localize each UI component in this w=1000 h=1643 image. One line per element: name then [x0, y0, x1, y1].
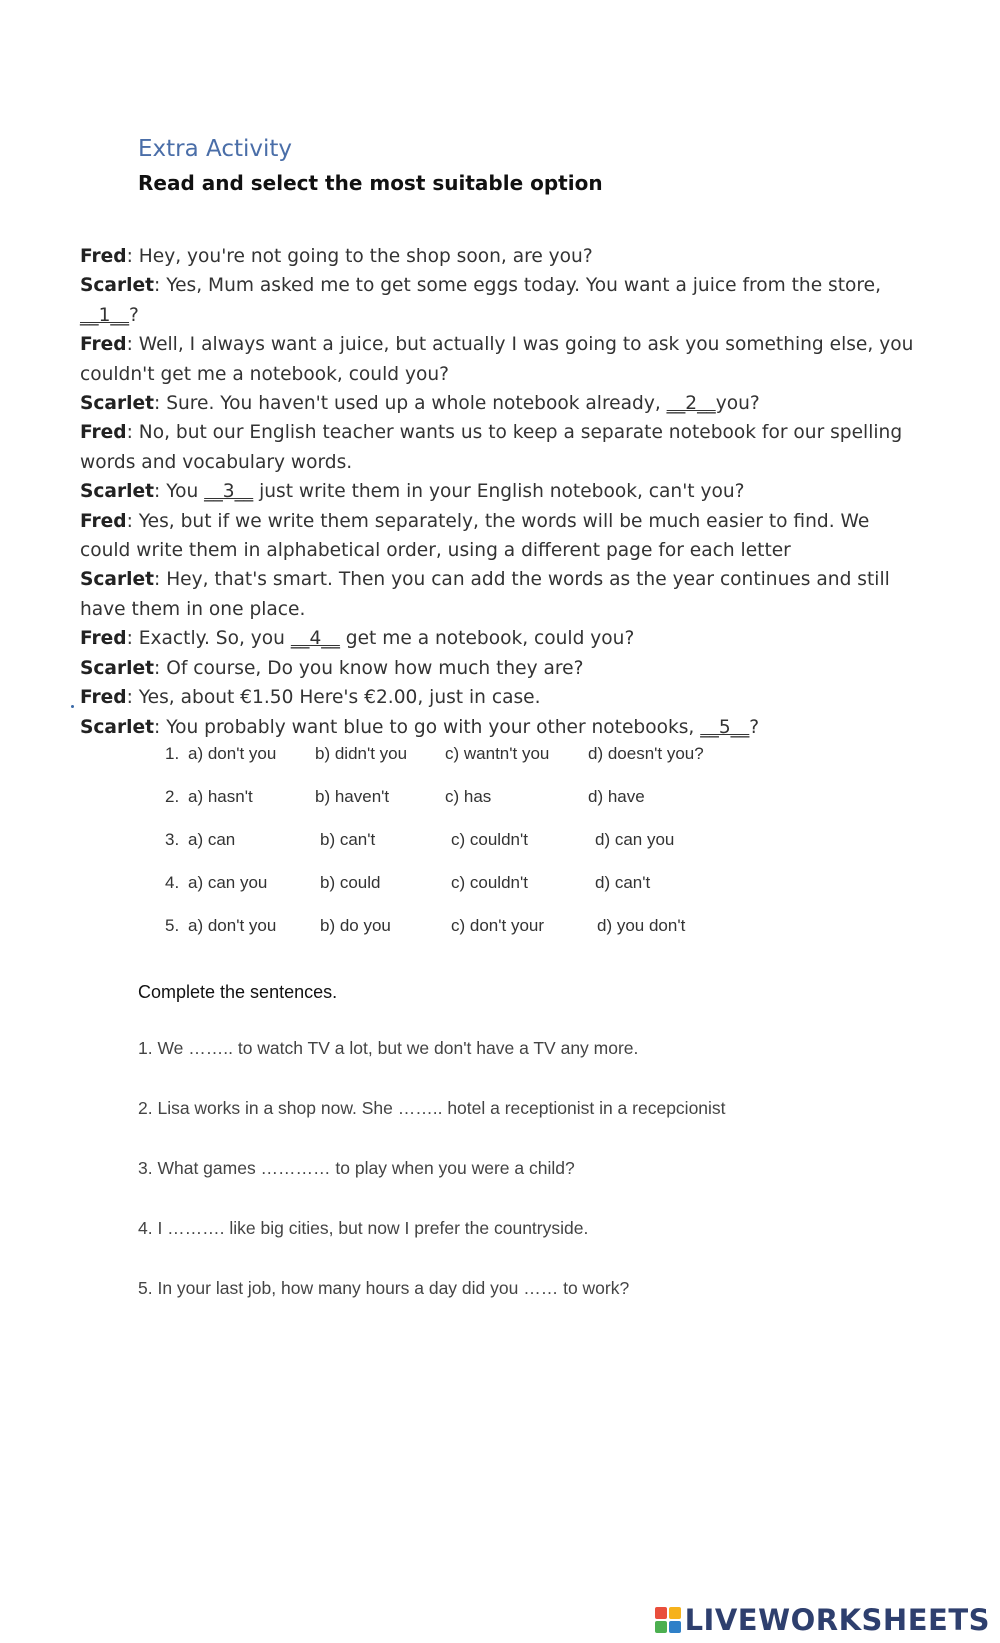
option-letter: d): [595, 830, 615, 849]
stray-dot: [71, 705, 74, 708]
question-number: 5.: [165, 916, 180, 935]
dialogue-text: get me a notebook, could you?: [339, 628, 635, 650]
option-letter: b): [315, 744, 335, 763]
option-letter: c): [451, 873, 470, 892]
dialogue-line: [80, 271, 920, 330]
dialogue-line: [80, 654, 920, 683]
option-text: couldn't: [469, 873, 528, 892]
logo-square: [669, 1621, 681, 1633]
option-letter: d): [588, 744, 608, 763]
option-letter: a): [188, 916, 208, 935]
option-text: don't you: [207, 744, 277, 763]
option-letter: a): [188, 830, 208, 849]
option-letter: c): [451, 916, 470, 935]
option-a[interactable]: [188, 873, 267, 893]
dialogue-line: [80, 389, 920, 418]
dialogue-text: you?: [715, 393, 760, 415]
option-text: can you: [207, 873, 268, 892]
dialogue-text: : Yes, about €1.50 Here's €2.00, just in case.: [126, 687, 541, 709]
logo-square: [655, 1607, 667, 1619]
gap-blank[interactable]: __4__: [290, 628, 340, 650]
option-d[interactable]: [595, 830, 674, 850]
option-text: haven't: [334, 787, 390, 806]
gap-blank[interactable]: __2__: [666, 393, 716, 415]
option-b[interactable]: [320, 830, 375, 850]
option-letter: a): [188, 873, 208, 892]
speaker-name: Scarlet: [80, 481, 155, 503]
dialogue-text: : No, but our English teacher wants us to keep a separate notebook for our spelling words and vocabulary words.: [80, 422, 903, 473]
option-a[interactable]: [188, 787, 253, 807]
option-text: hasn't: [207, 787, 253, 806]
sentence-item: 5. In your last job, how many hours a day did you …… to work?: [138, 1278, 630, 1298]
dialogue-text: ?: [749, 716, 760, 738]
dialogue-text: : Exactly. So, you: [126, 628, 291, 650]
question-number: 2.: [165, 787, 180, 806]
option-letter: a): [188, 787, 208, 806]
dialogue-line: [80, 624, 920, 653]
option-d[interactable]: [588, 744, 704, 764]
question-number: 1.: [165, 744, 180, 763]
question-number: 3.: [165, 830, 180, 849]
option-c[interactable]: [445, 744, 549, 764]
option-a[interactable]: [188, 744, 276, 764]
sentence-list: [138, 1038, 726, 1338]
option-letter: c): [445, 787, 464, 806]
logo-text: LIVEWORKSHEETS: [684, 1603, 990, 1637]
liveworksheets-logo: [655, 1603, 990, 1637]
dialogue-text: : Well, I always want a juice, but actually I was going to ask you something else, you couldn't get me a notebook, could you?: [80, 334, 914, 385]
option-b[interactable]: [315, 787, 389, 807]
speaker-name: Scarlet: [80, 569, 155, 591]
speaker-name: Fred: [80, 510, 127, 532]
option-a[interactable]: [188, 916, 276, 936]
option-text: have: [607, 787, 645, 806]
dialogue-text: : Hey, you're not going to the shop soon, are you?: [126, 246, 593, 267]
sentence-item: 3. What games ………… to play when you were a child?: [138, 1158, 575, 1178]
dialogue-line: [80, 683, 920, 712]
dialogue-text: : You: [154, 481, 205, 503]
option-letter: c): [445, 744, 464, 763]
option-c[interactable]: [451, 873, 528, 893]
dialogue-text: just write them in your English notebook, can't you?: [253, 481, 745, 503]
option-text: can you: [614, 830, 675, 849]
option-text: don't you: [207, 916, 277, 935]
option-text: wantn't you: [463, 744, 550, 763]
option-d[interactable]: [595, 873, 650, 893]
option-letter: a): [188, 744, 208, 763]
dialogue-line: [80, 418, 920, 477]
option-text: can't: [339, 830, 376, 849]
option-b[interactable]: [315, 744, 407, 764]
sentence-item: 2. Lisa works in a shop now. She …….. hotel a receptionist in a recepcionist: [138, 1098, 726, 1118]
logo-square: [669, 1607, 681, 1619]
dialogue-line: [80, 507, 920, 566]
option-b[interactable]: [320, 916, 391, 936]
dialogue-line: [80, 242, 920, 271]
option-text: can't: [614, 873, 651, 892]
option-letter: d): [588, 787, 608, 806]
speaker-name: Fred: [80, 422, 127, 444]
option-text: has: [463, 787, 492, 806]
dialogue-line: [80, 565, 920, 624]
dialogue-text: : Yes, Mum asked me to get some eggs today. You want a juice from the store,: [154, 275, 881, 297]
option-a[interactable]: [188, 830, 235, 850]
option-text: didn't you: [334, 744, 408, 763]
dialogue-text: : Hey, that's smart. Then you can add the words as the year continues and still have them in one place.: [80, 569, 890, 620]
dialogue-line: [80, 713, 920, 742]
dialogue-line: [80, 330, 920, 389]
dialogue-text: ?: [129, 304, 139, 326]
option-letter: d): [597, 916, 617, 935]
option-c[interactable]: [451, 830, 528, 850]
dialogue-text: : Sure. You haven't used up a whole notebook already,: [154, 393, 667, 415]
logo-square: [655, 1621, 667, 1633]
option-letter: c): [451, 830, 470, 849]
option-text: you don't: [616, 916, 686, 935]
gap-blank[interactable]: __1__: [80, 304, 130, 326]
option-letter: b): [320, 830, 340, 849]
dialogue-text: : Yes, but if we write them separately, the words will be much easier to find. We could write them in alphabetical order, using a different page for each letter: [80, 510, 870, 562]
sentence-item: 4. I ………. like big cities, but now I prefer the countryside.: [138, 1218, 589, 1238]
speaker-name: Scarlet: [80, 275, 155, 297]
option-c[interactable]: [451, 916, 544, 936]
worksheet-title: Extra Activity: [138, 136, 293, 162]
dialogue-block: [80, 242, 920, 742]
logo-grid-icon: [655, 1607, 681, 1633]
option-c[interactable]: [445, 787, 491, 807]
option-text: do you: [339, 916, 391, 935]
option-b[interactable]: [320, 873, 380, 893]
option-letter: b): [315, 787, 335, 806]
dialogue-text: : You probably want blue to go with your other notebooks,: [154, 716, 701, 738]
option-letter: b): [320, 873, 340, 892]
speaker-name: Fred: [80, 334, 127, 356]
complete-sentences-heading: Complete the sentences.: [138, 982, 338, 1002]
speaker-name: Scarlet: [80, 716, 155, 738]
speaker-name: Scarlet: [80, 393, 155, 415]
gap-blank[interactable]: __5__: [700, 716, 750, 738]
sentence-item: 1. We …….. to watch TV a lot, but we don't have a TV any more.: [138, 1038, 639, 1058]
option-text: can: [207, 830, 236, 849]
option-text: could: [339, 873, 381, 892]
speaker-name: Scarlet: [80, 657, 155, 679]
question-number: 4.: [165, 873, 180, 892]
dialogue-line: [80, 477, 920, 506]
option-text: doesn't you?: [607, 744, 704, 763]
option-letter: d): [595, 873, 615, 892]
option-d[interactable]: [597, 916, 685, 936]
option-letter: b): [320, 916, 340, 935]
speaker-name: Fred: [80, 628, 127, 650]
speaker-name: Fred: [80, 246, 127, 267]
speaker-name: Fred: [80, 687, 127, 709]
dialogue-text: : Of course, Do you know how much they are?: [154, 657, 584, 679]
instruction-heading: Read and select the most suitable option: [138, 171, 603, 195]
option-d[interactable]: [588, 787, 645, 807]
option-text: couldn't: [469, 830, 528, 849]
gap-blank[interactable]: __3__: [204, 481, 254, 503]
option-text: don't your: [469, 916, 545, 935]
